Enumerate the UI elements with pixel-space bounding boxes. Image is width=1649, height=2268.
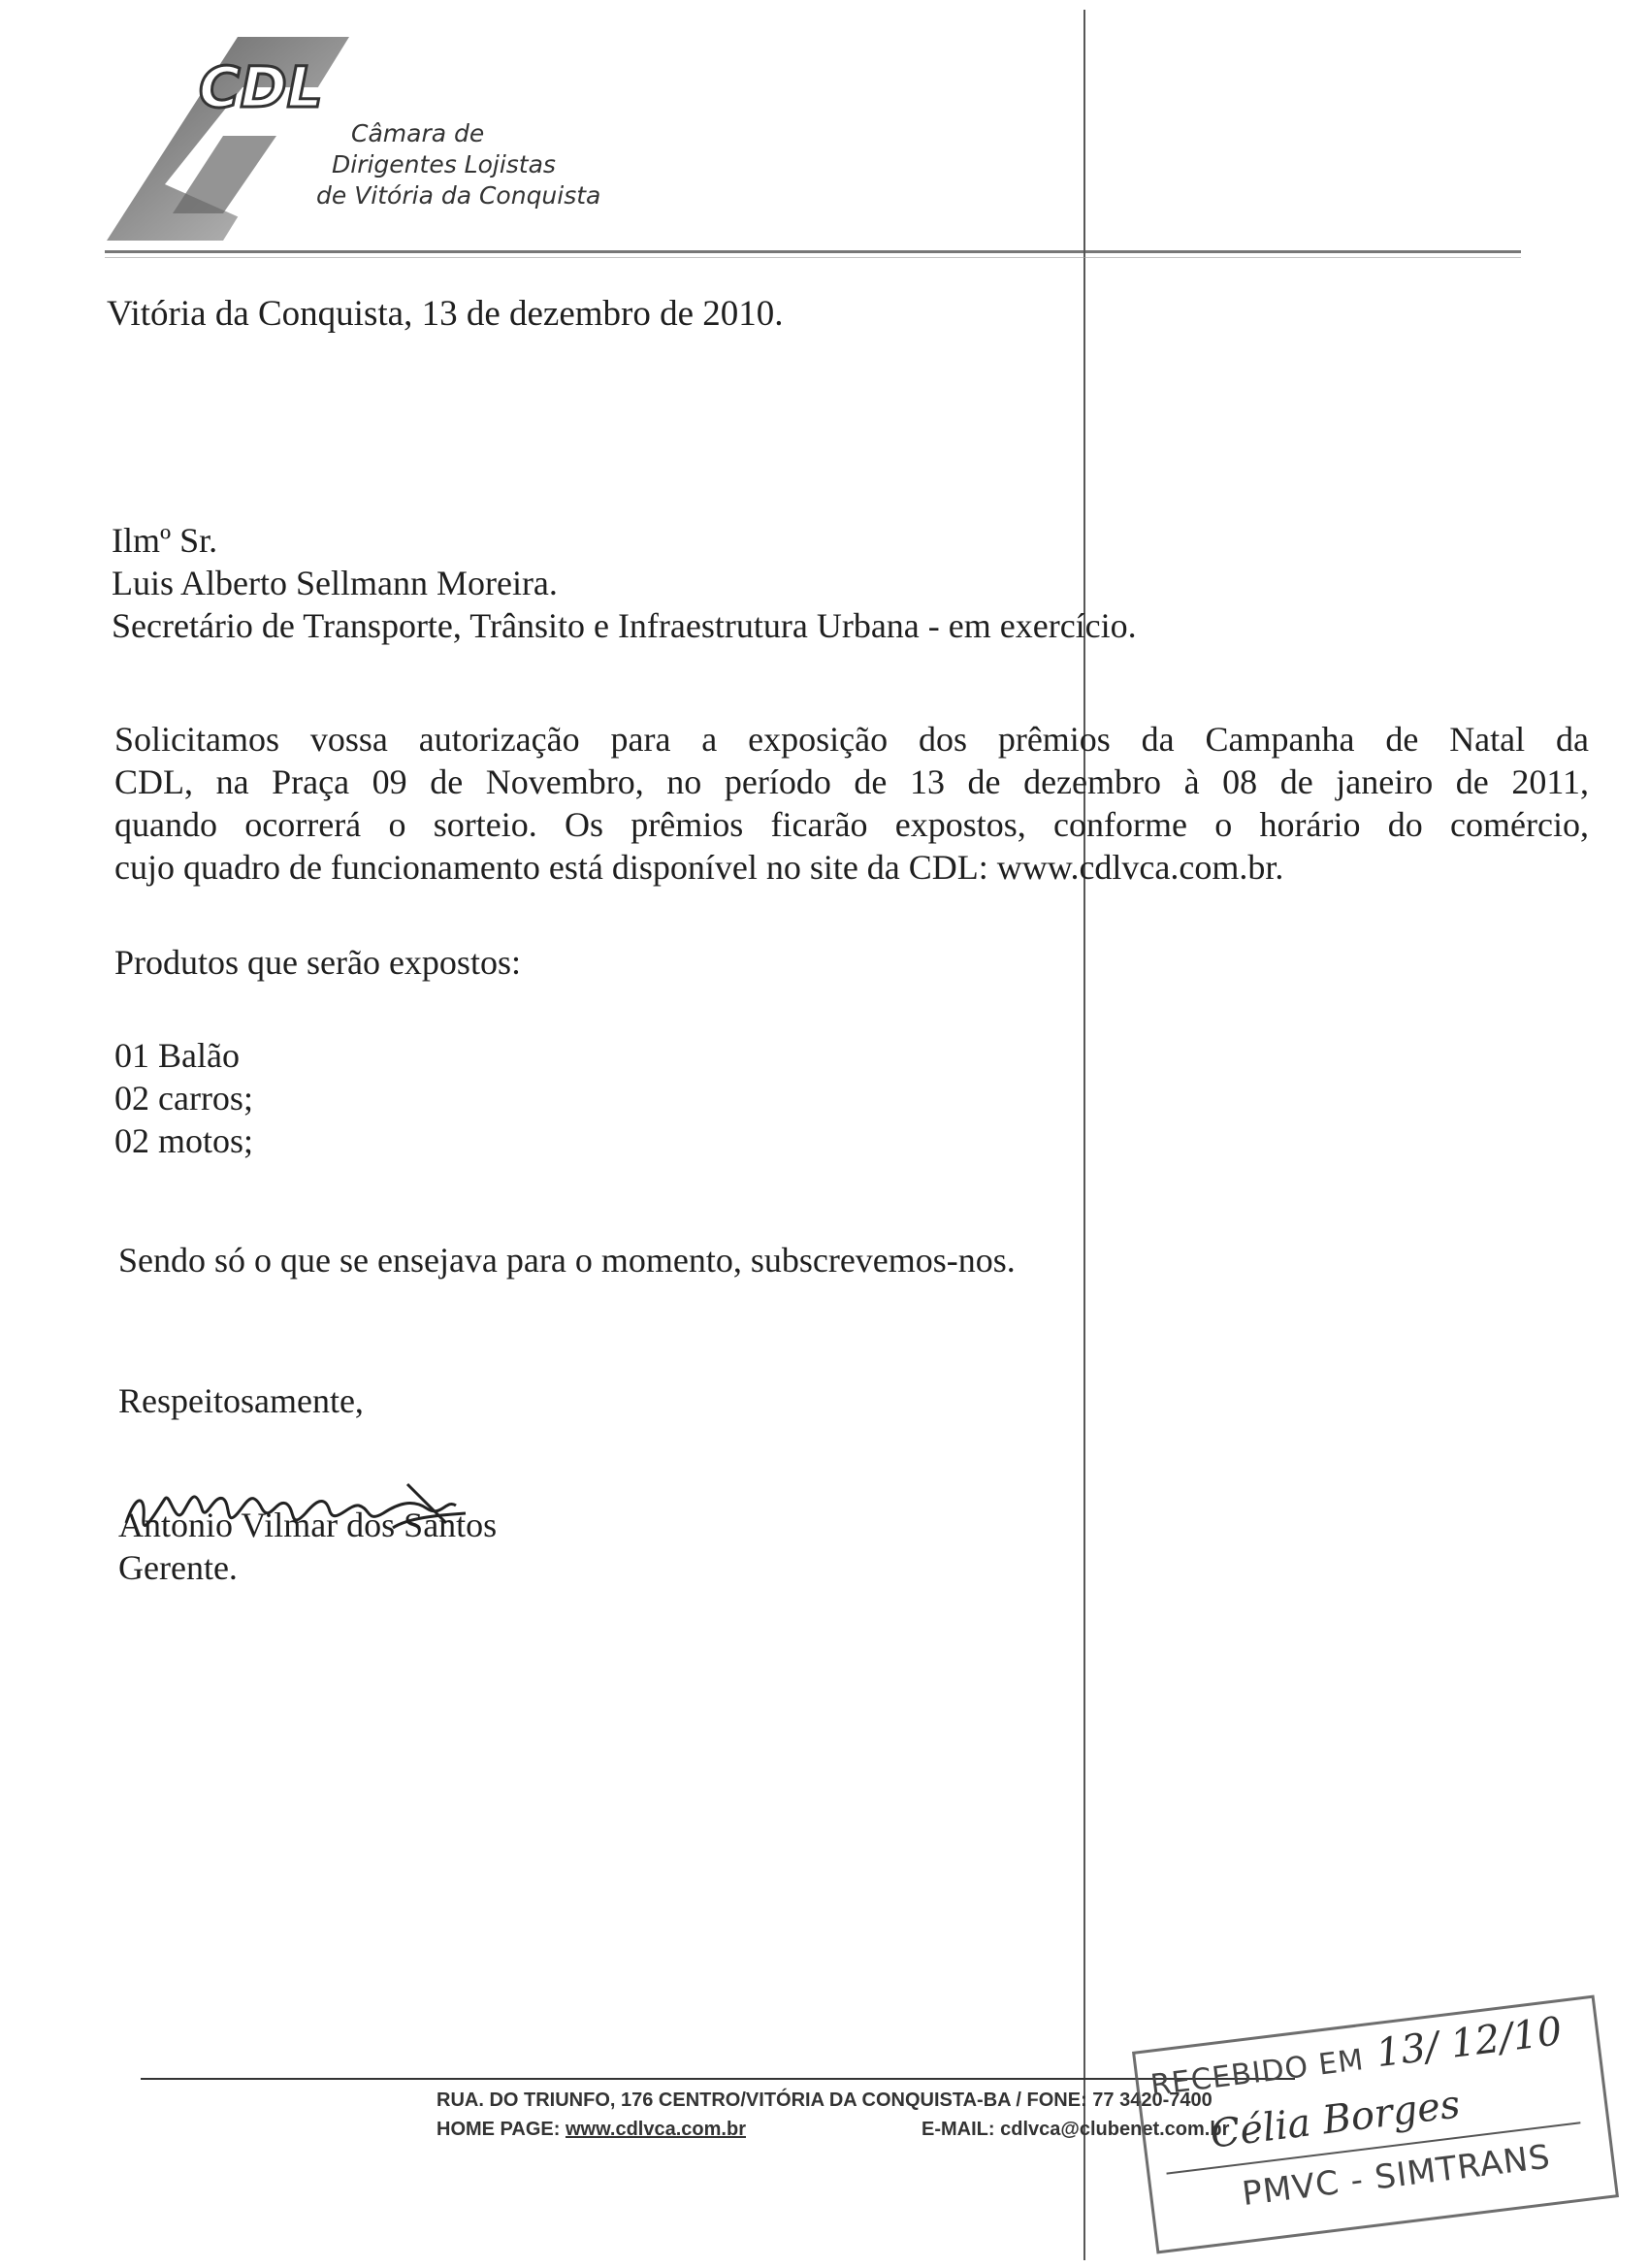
logo-caption-line2: Dirigentes Lojistas xyxy=(332,150,556,178)
product-item: 02 motos; xyxy=(114,1121,254,1160)
recipient-salutation: Ilmº Sr. xyxy=(112,521,218,560)
body-line: CDL, na Praça 09 de Novembro, no período de 13 de dezembro à 08 de janeiro de 2011, xyxy=(114,762,1589,801)
regards-line: Respeitosamente, xyxy=(118,1381,364,1420)
signer-block xyxy=(118,1504,497,1589)
footer xyxy=(436,2086,1229,2144)
signer-role: Gerente. xyxy=(118,1548,238,1587)
signer-name: Antonio Vilmar dos Santos xyxy=(118,1506,498,1544)
footer-divider xyxy=(141,2078,1295,2080)
body-line: Solicitamos vossa autorização para a exposição dos prêmios da Campanha de Natal da xyxy=(114,720,1589,759)
cdl-logo xyxy=(107,29,611,252)
closing-line: Sendo só o que se ensejava para o momento, subscrevemos-nos. xyxy=(118,1241,1016,1280)
recipient-title: Secretário de Transporte, Trânsito e Infraestrutura Urbana - em exercício. xyxy=(112,606,1137,645)
body-paragraph xyxy=(114,718,1589,889)
email-label: E-MAIL: xyxy=(922,2119,995,2140)
homepage-link[interactable]: www.cdlvca.com.br xyxy=(565,2119,746,2140)
body-line: cujo quadro de funcionamento está disponível no site da CDL: www.cdlvca.com.br. xyxy=(114,848,1284,887)
products-list xyxy=(114,1034,253,1162)
header-divider-thin xyxy=(105,257,1521,258)
date-line: Vitória da Conquista, 13 de dezembro de 2010. xyxy=(107,294,784,334)
stamp-received-date: 13/ 12/10 xyxy=(1374,2009,1565,2077)
header-divider xyxy=(105,250,1521,253)
logo-caption-line1: Câmara de xyxy=(351,119,485,147)
footer-address: RUA. DO TRIUNFO, 176 CENTRO/VITÓRIA DA CONQUISTA-BA / FONE: 77 3420-7400 xyxy=(436,2090,1212,2111)
homepage-label: HOME PAGE: xyxy=(436,2119,561,2140)
products-title: Produtos que serão expostos: xyxy=(114,943,521,982)
email-link[interactable]: cdlvca@clubenet.com.br xyxy=(1000,2119,1230,2140)
stamp-received-label: RECEBIDO EM xyxy=(1148,2043,1367,2103)
received-stamp xyxy=(1132,1995,1619,2254)
body-line: quando ocorrerá o sorteio. Os prêmios ficarão expostos, conforme o horário do comércio, xyxy=(114,805,1589,844)
scan-fold-line xyxy=(1083,10,1085,2260)
logo-caption-line3: de Vitória da Conquista xyxy=(316,181,601,210)
svg-text:CDL: CDL xyxy=(199,54,323,120)
footer-contact xyxy=(436,2115,1229,2144)
stamp-received-by: Célia Borges xyxy=(1208,2082,1463,2157)
footer-homepage xyxy=(436,2115,922,2144)
recipient-name: Luis Alberto Sellmann Moreira. xyxy=(112,564,558,602)
product-item: 02 carros; xyxy=(114,1079,253,1118)
stamp-organization: PMVC - SIMTRANS xyxy=(1240,2137,1553,2215)
logo-caption xyxy=(301,118,708,211)
product-item: 01 Balão xyxy=(114,1036,240,1075)
recipient-block xyxy=(112,519,1137,647)
